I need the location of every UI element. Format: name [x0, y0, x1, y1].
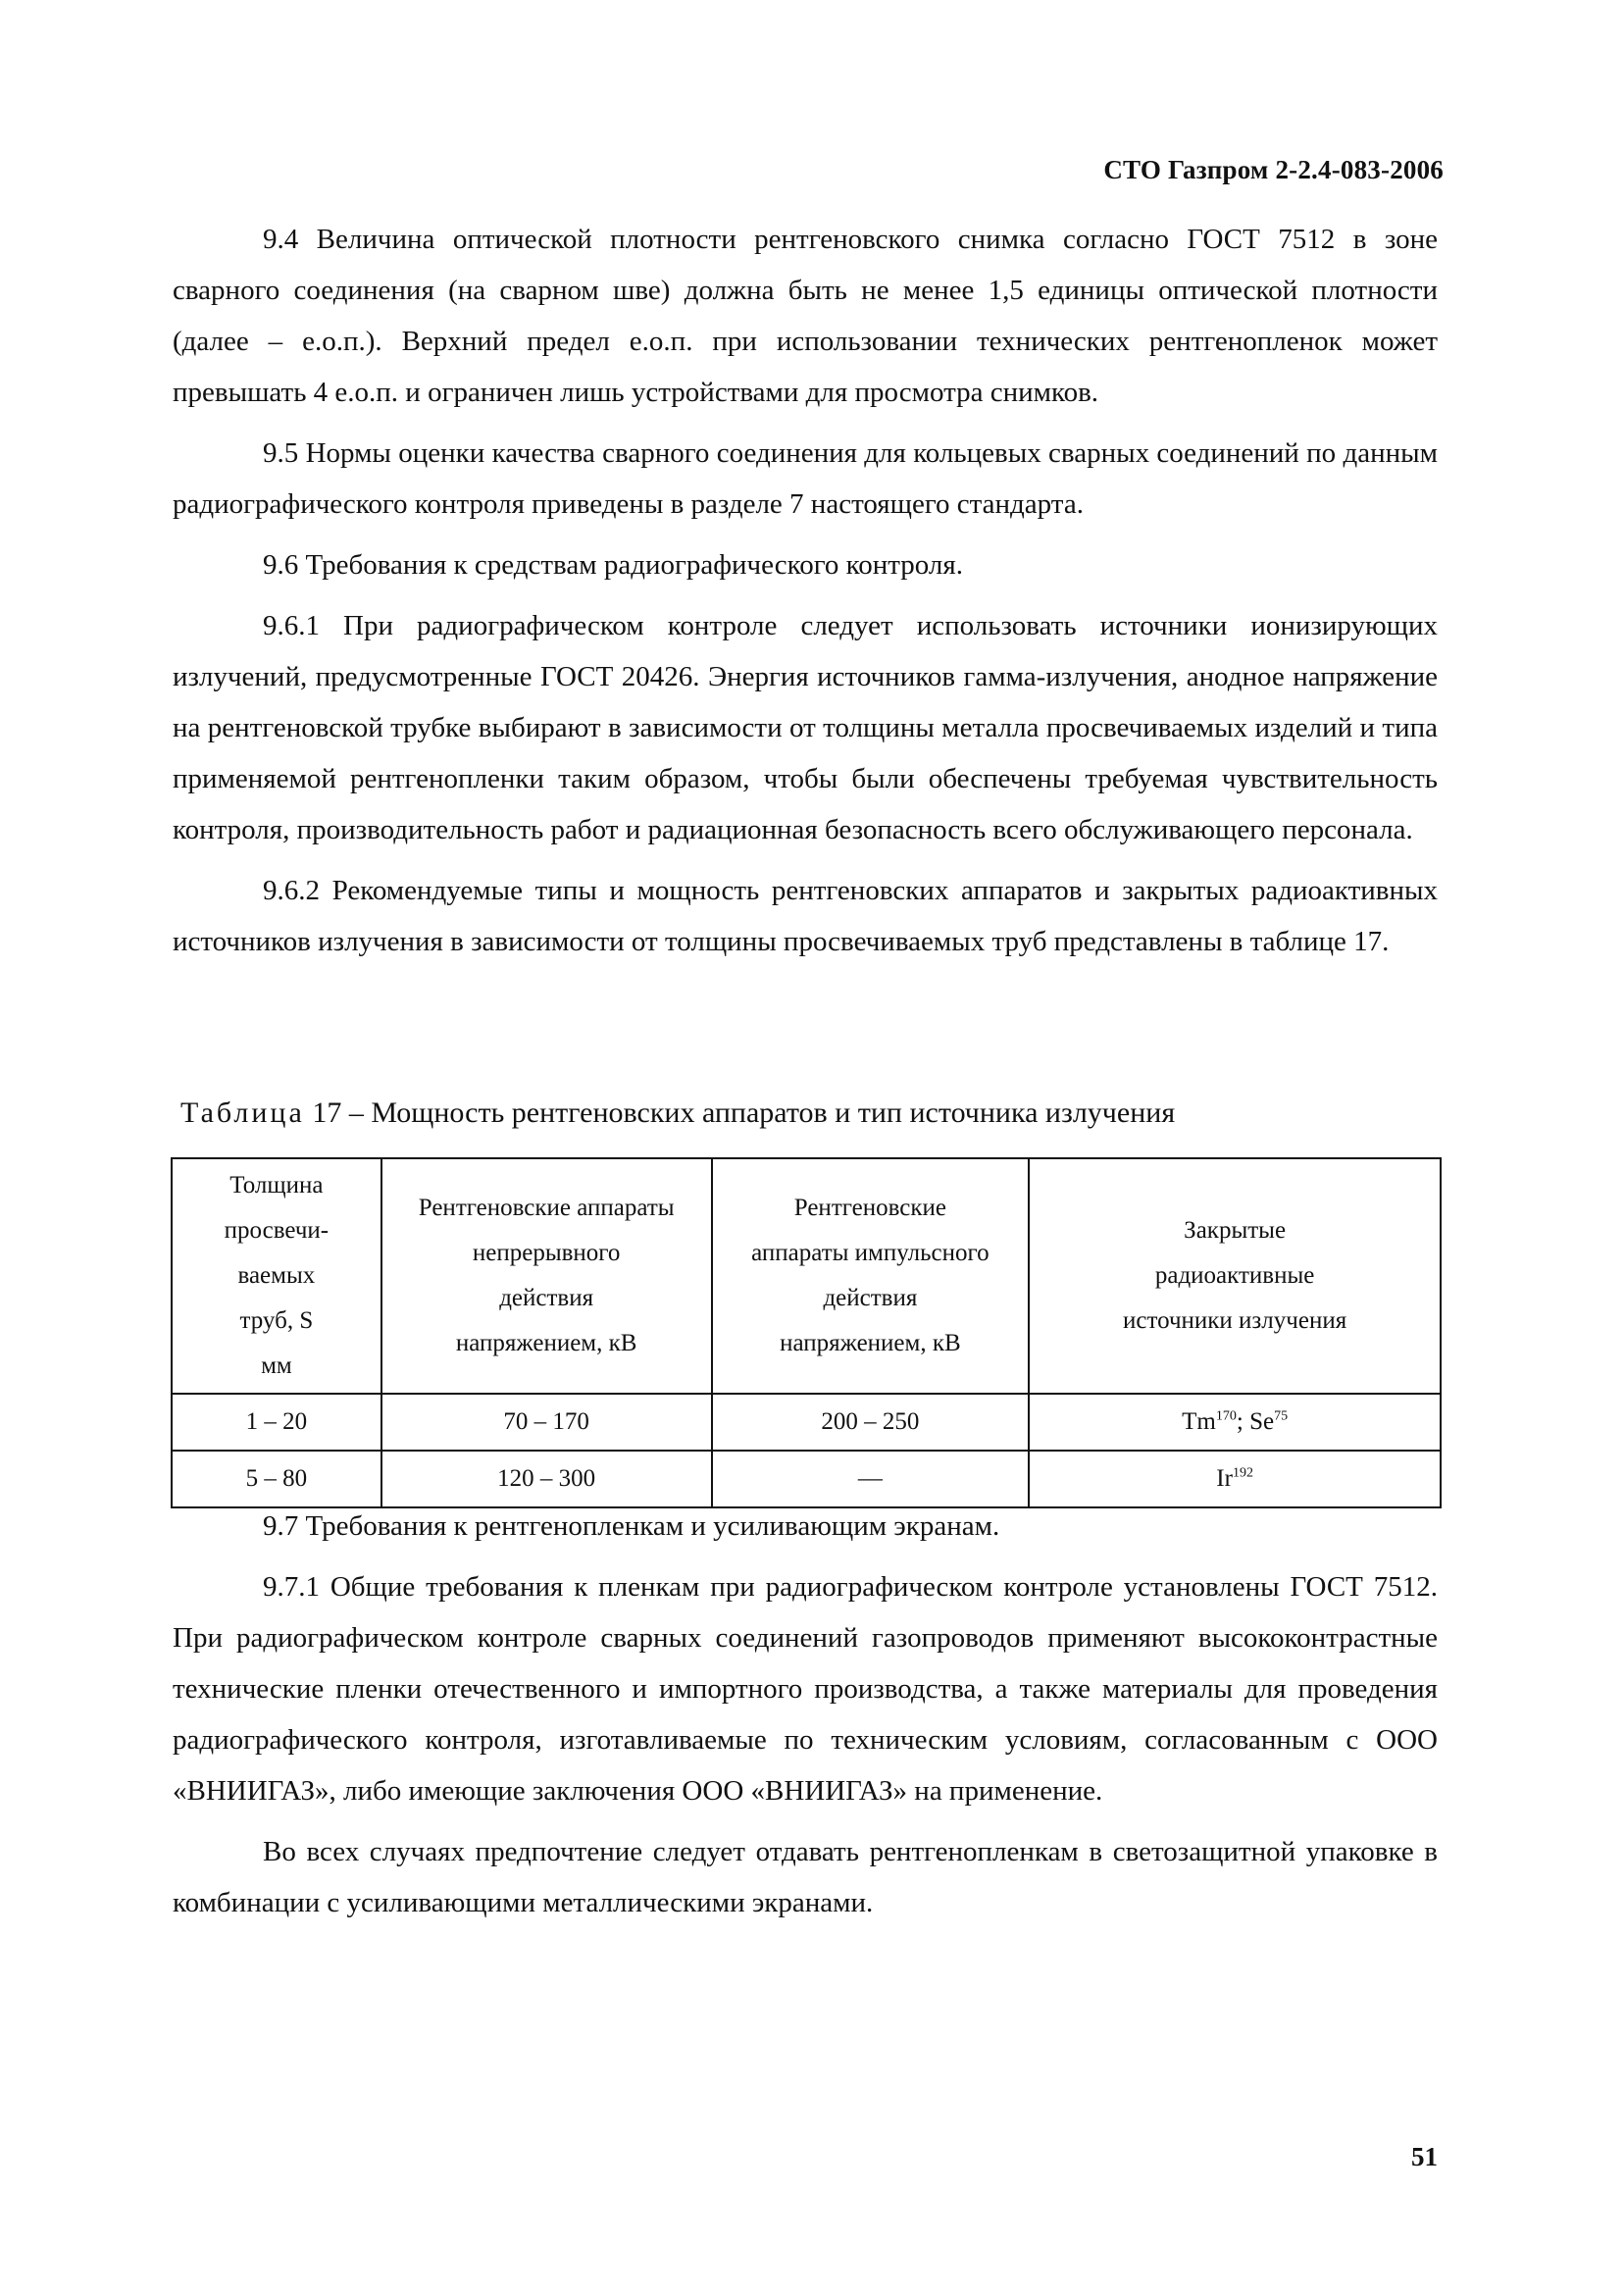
page-number: 51 [1411, 2142, 1438, 2171]
cell-continuous: 70 – 170 [381, 1394, 712, 1451]
table-row [172, 1394, 1441, 1451]
paragraph-9-7: 9.7 Требования к рентгенопленкам и усиливающим экранам. [263, 1510, 1000, 1542]
document-code-header: СТО Газпром 2-2.4-083-2006 [1103, 155, 1444, 184]
table-caption [180, 1096, 1175, 1130]
table-caption-text: 17 – Мощность рентгеновских аппаратов и тип источника излучения [304, 1096, 1176, 1129]
cell-sources: Ir$^{192}$ [1029, 1451, 1441, 1507]
table-17 [171, 1157, 1442, 1508]
paragraph-9-6-2: 9.6.2 Рекомендуемые типы и мощность рентгеновских аппаратов и закрытых радиоактивных источников излучения в зависимости от толщины просвечиваемых труб представлены в таблице 17. [173, 875, 1438, 957]
paragraph-9-5: 9.5 Нормы оценки качества сварного соединения для кольцевых сварных соединений по данным радиографического контроля приведены в разделе 7 настоящего стандарта. [173, 437, 1438, 520]
cell-sources: Tm$^{170}$; Se$^{75}$ [1029, 1394, 1441, 1451]
cell-thickness: 5 – 80 [172, 1451, 381, 1507]
table-header-row [172, 1158, 1441, 1394]
header-sealed-sources: Закрытые радиоактивные источники излучения [1029, 1158, 1441, 1394]
paragraph-preference: Во всех случаях предпочтение следует отдавать рентгенопленкам в светозащитной упаковке в комбинации с усиливающими металлическими экранами. [173, 1836, 1438, 1918]
cell-continuous: 120 – 300 [381, 1451, 712, 1507]
paragraph-9-4: 9.4 Величина оптической плотности рентгеновского снимка согласно ГОСТ 7512 в зоне сварного соединения (на сварном шве) должна быть не менее 1,5 единицы оптической плотности (далее – е.о.п.). Верхний предел е.о.п. при использовании технических рентгенопленок может превышать 4 е.о.п. и ограничен лишь устройствами для просмотра снимков. [173, 224, 1438, 408]
body-text-bottom [173, 1501, 1438, 1938]
paragraph-9-6-1: 9.6.1 При радиографическом контроле следует использовать источники ионизирующих излучений, предусмотренные ГОСТ 20426. Энергия источников гамма-излучения, анодное напряжение на рентгеновской трубке выбирают в зависимости от толщины металла просвечиваемых изделий и типа применяемой рентгенопленки таким образом, чтобы были обеспечены требуемая чувствительность контроля, производительность работ и радиационная безопасность всего обслуживающего персонала. [173, 610, 1438, 845]
cell-thickness: 1 – 20 [172, 1394, 381, 1451]
paragraph-9-6: 9.6 Требования к средствам радиографического контроля. [263, 549, 963, 581]
header-continuous-apparatus: Рентгеновские аппараты непрерывного действия напряжением, кВ [381, 1158, 712, 1394]
table-caption-prefix: Таблица [180, 1096, 305, 1129]
body-text-top [173, 214, 1438, 977]
table-row [172, 1451, 1441, 1507]
paragraph-9-7-1: 9.7.1 Общие требования к пленкам при радиографическом контроле установлены ГОСТ 7512. При радиографическом контроле сварных соединений газопроводов применяют высококонтрастные технические пленки отечественного и импортного производства, а также материалы для проведения радиографического контроля, изготавливаемые по техническим условиям, согласованным с ООО «ВНИИГАЗ», либо имеющие заключения ООО «ВНИИГАЗ» на применение. [173, 1571, 1438, 1807]
cell-pulse: 200 – 250 [712, 1394, 1030, 1451]
header-thickness: Толщина просвечи- ваемых труб, S мм [172, 1158, 381, 1394]
header-pulse-apparatus: Рентгеновские аппараты импульсного действия напряжением, кВ [712, 1158, 1030, 1394]
cell-pulse: — [712, 1451, 1030, 1507]
